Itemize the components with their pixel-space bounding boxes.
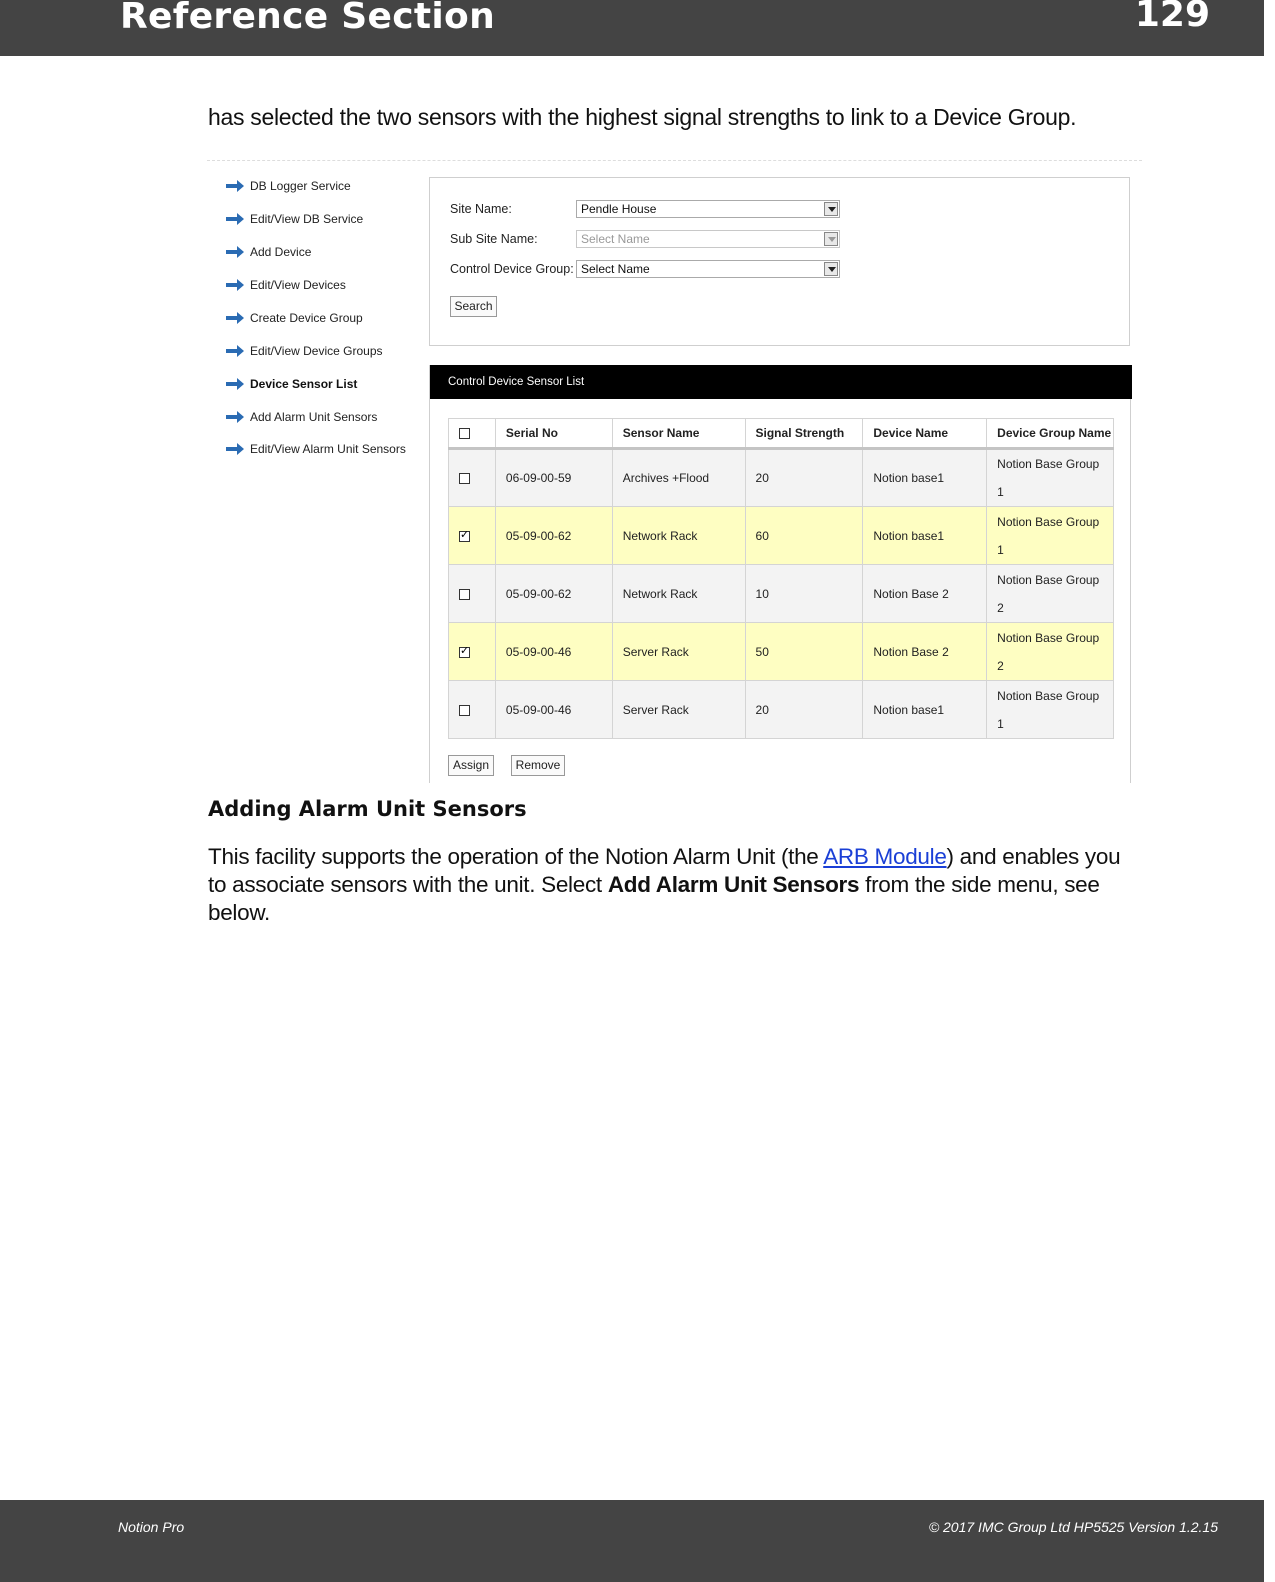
side-menu-item[interactable]: Create Device Group — [225, 307, 363, 329]
table-row — [449, 565, 1114, 623]
serial-cell: 05-09-00-62 — [495, 507, 612, 565]
side-menu-item[interactable]: Edit/View Devices — [225, 274, 346, 296]
footer-copyright: © 2017 IMC Group Ltd HP5525 Version 1.2.15 — [928, 1519, 1218, 1535]
serial-cell: 05-09-00-46 — [495, 681, 612, 739]
select-all-checkbox[interactable] — [459, 428, 470, 439]
column-header[interactable]: Device Name — [863, 419, 987, 449]
column-header[interactable]: Sensor Name — [612, 419, 745, 449]
sensor-name-cell: Server Rack — [612, 681, 745, 739]
select-all-header — [449, 419, 496, 449]
column-header[interactable]: Signal Strength — [745, 419, 863, 449]
signal-strength-cell: 20 — [745, 449, 863, 507]
bold-menu-reference: Add Alarm Unit Sensors — [607, 872, 860, 897]
signal-strength-cell: 10 — [745, 565, 863, 623]
device-name-cell: Notion base1 — [863, 507, 987, 565]
serial-cell: 06-09-00-59 — [495, 449, 612, 507]
side-menu-item[interactable]: Edit/View Device Groups — [225, 340, 383, 362]
arrow-right-icon — [225, 179, 245, 193]
row-checkbox[interactable] — [459, 705, 470, 716]
assign-button[interactable]: Assign — [448, 755, 494, 776]
table-row-selected — [449, 623, 1114, 681]
section-title: Reference Section — [120, 0, 495, 37]
page-number: 129 — [1134, 0, 1210, 35]
sensor-name-cell: Network Rack — [612, 507, 745, 565]
signal-strength-cell: 60 — [745, 507, 863, 565]
page-header — [0, 0, 1264, 56]
side-menu-item-active[interactable]: Device Sensor List — [225, 373, 357, 395]
table-row-selected — [449, 507, 1114, 565]
row-checkbox-checked[interactable] — [459, 531, 470, 542]
device-name-cell: Notion base1 — [863, 449, 987, 507]
arrow-right-icon — [225, 410, 245, 424]
dropdown-arrow-icon — [824, 202, 838, 216]
sensor-name-cell: Network Rack — [612, 565, 745, 623]
arb-module-link[interactable]: ARB Module — [823, 844, 947, 869]
signal-strength-cell: 50 — [745, 623, 863, 681]
screenshot-figure — [207, 160, 1142, 782]
site-name-label: Site Name: — [450, 202, 512, 216]
intro-paragraph: has selected the two sensors with the highest signal strengths to link to a Device Group. — [208, 104, 1077, 130]
footer-product: Notion Pro — [118, 1519, 185, 1535]
column-header[interactable]: Serial No — [495, 419, 612, 449]
sensor-name-cell: Server Rack — [612, 623, 745, 681]
serial-cell: 05-09-00-62 — [495, 565, 612, 623]
search-button[interactable]: Search — [450, 296, 497, 317]
section-body: This facility supports the operation of the Notion Alarm Unit (the ARB Module) and enables you to associate sensors with the unit. Select Add Alarm Unit Sensors from the side menu, see below. — [208, 844, 1121, 925]
device-group-cell: Notion Base Group 2 — [987, 623, 1114, 681]
column-header[interactable]: Device Group Name — [987, 419, 1114, 449]
control-device-group-label: Control Device Group: — [450, 262, 574, 276]
signal-strength-cell: 20 — [745, 681, 863, 739]
table-header-row — [449, 419, 1114, 449]
sensor-list-title: Control Device Sensor List — [430, 365, 1132, 399]
device-group-cell: Notion Base Group 1 — [987, 681, 1114, 739]
side-menu-item[interactable]: Add Alarm Unit Sensors — [225, 406, 377, 428]
arrow-right-icon — [225, 212, 245, 226]
side-menu-item[interactable]: DB Logger Service — [225, 175, 351, 197]
device-name-cell: Notion Base 2 — [863, 565, 987, 623]
side-menu-item[interactable]: Edit/View DB Service — [225, 208, 363, 230]
device-name-cell: Notion base1 — [863, 681, 987, 739]
arrow-right-icon — [225, 311, 245, 325]
side-menu-item[interactable]: Add Device — [225, 241, 311, 263]
device-group-cell: Notion Base Group 2 — [987, 565, 1114, 623]
control-device-group-select[interactable]: Select Name — [576, 260, 840, 278]
table-row — [449, 681, 1114, 739]
arrow-right-icon — [225, 377, 245, 391]
dropdown-arrow-icon — [824, 262, 838, 276]
dropdown-arrow-icon — [824, 232, 838, 246]
arrow-right-icon — [225, 245, 245, 259]
row-checkbox[interactable] — [459, 473, 470, 484]
side-menu-item[interactable]: Edit/View Alarm Unit Sensors — [225, 438, 406, 460]
site-name-select[interactable]: Pendle House — [576, 200, 840, 218]
table-row — [449, 449, 1114, 507]
arrow-right-icon — [225, 442, 245, 456]
sensor-name-cell: Archives +Flood — [612, 449, 745, 507]
page-footer — [0, 1500, 1264, 1582]
device-group-cell: Notion Base Group 1 — [987, 507, 1114, 565]
row-checkbox[interactable] — [459, 589, 470, 600]
sensor-list-panel — [429, 365, 1131, 783]
arrow-right-icon — [225, 278, 245, 292]
device-group-cell: Notion Base Group 1 — [987, 449, 1114, 507]
row-checkbox-checked[interactable] — [459, 647, 470, 658]
remove-button[interactable]: Remove — [511, 755, 565, 776]
device-name-cell: Notion Base 2 — [863, 623, 987, 681]
serial-cell: 05-09-00-46 — [495, 623, 612, 681]
sensor-table — [448, 418, 1114, 739]
section-heading: Adding Alarm Unit Sensors — [208, 797, 527, 821]
arrow-right-icon — [225, 344, 245, 358]
search-panel — [429, 177, 1130, 346]
sub-site-name-label: Sub Site Name: — [450, 232, 538, 246]
sub-site-name-select[interactable]: Select Name — [576, 230, 840, 248]
